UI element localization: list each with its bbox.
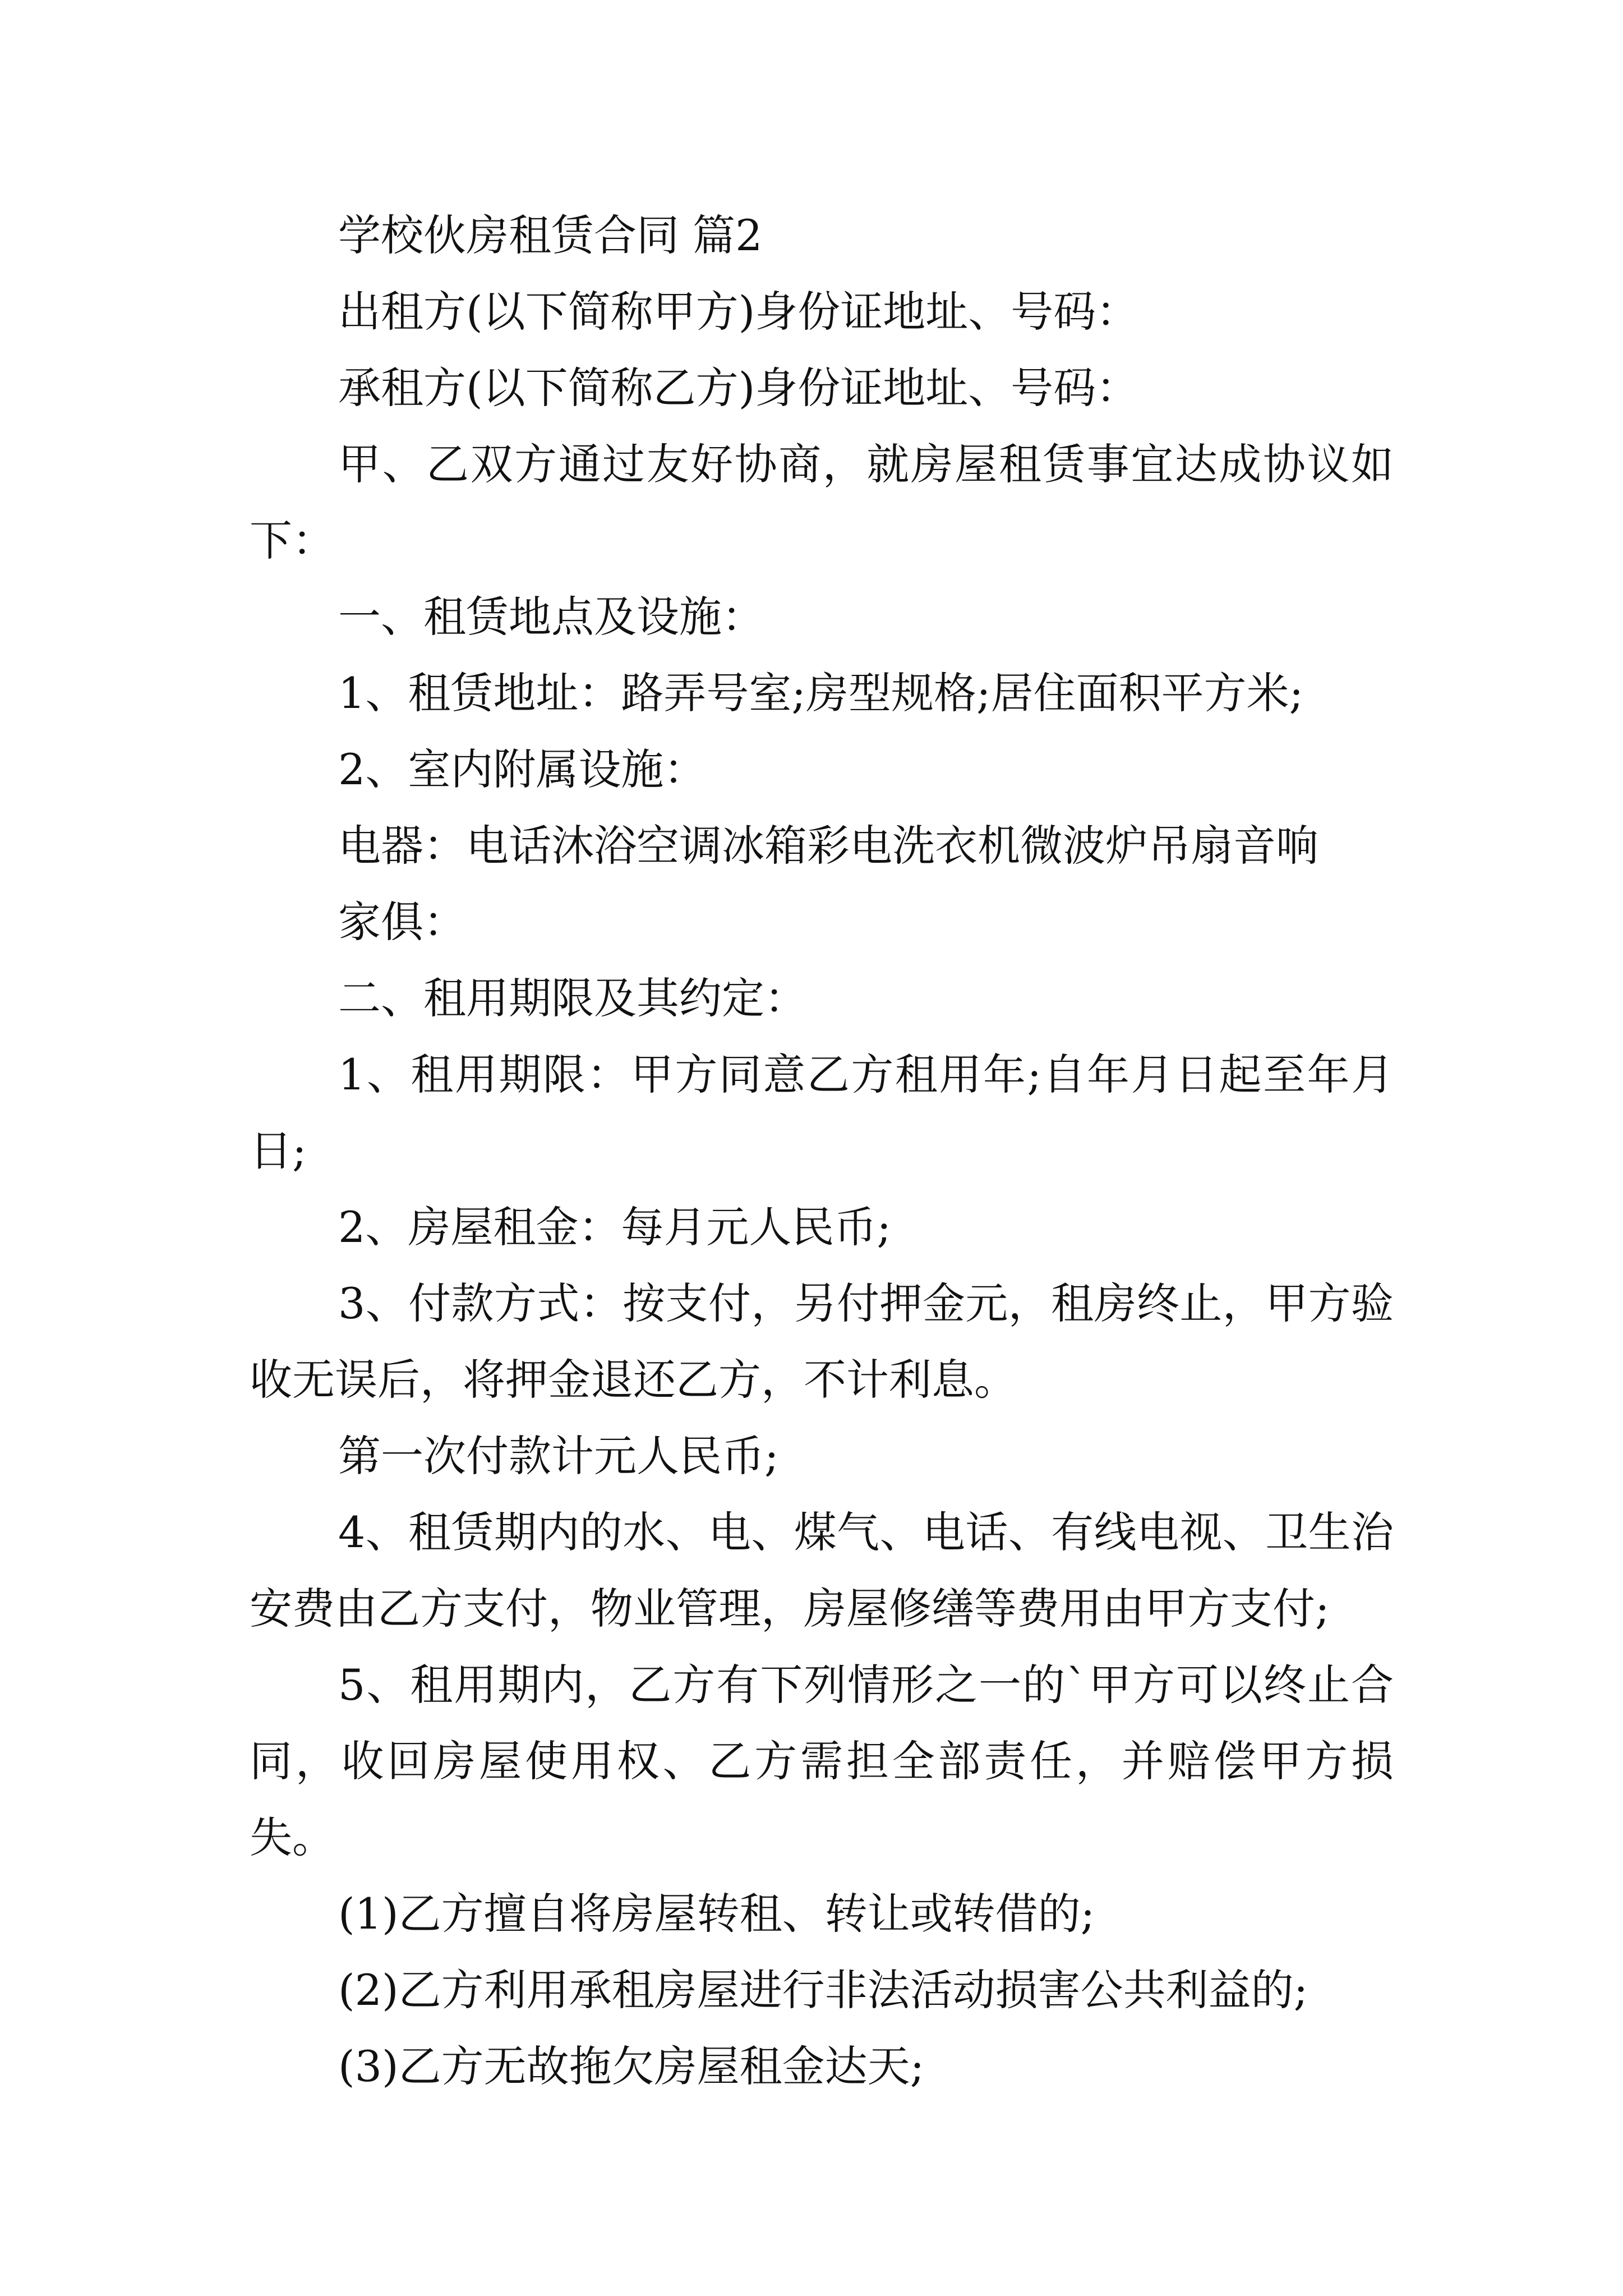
section-heading-term: 二、租用期限及其约定：	[338, 973, 807, 1023]
clause-termination: 5、租用期内，乙方有下列情形之一的`甲方可以终止合同，收回房屋使用权、乙方需担全部责任，并赔偿甲方损失。	[250, 1660, 1394, 1862]
clause-term: 1、租用期限：甲方同意乙方租用年;自年月日起至年月日;	[250, 1050, 1394, 1176]
first-payment-line: 第一次付款计元人民币;	[338, 1431, 779, 1481]
termination-item-3: (3)乙方无故拖欠房屋租金达天;	[338, 2041, 925, 2091]
termination-item-1: (1)乙方擅自将房屋转租、转让或转借的;	[338, 1889, 1095, 1939]
clause-payment: 3、付款方式：按支付，另付押金元，租房终止，甲方验收无误后，将押金退还乙方，不计利息。	[250, 1278, 1394, 1405]
clause-utilities: 4、租赁期内的水、电、煤气、电话、有线电视、卫生治安费由乙方支付，物业管理，房屋修缮等费用由甲方支付;	[250, 1507, 1394, 1634]
contract-body	[250, 197, 1394, 2105]
clause-address: 1、租赁地址：路弄号室;房型规格;居住面积平方米;	[338, 668, 1304, 718]
section-heading-location: 一、租赁地点及设施：	[338, 592, 764, 642]
agreement-intro: 甲、乙双方通过友好协商，就房屋租赁事宜达成协议如下：	[250, 439, 1394, 565]
termination-item-2: (2)乙方利用承租房屋进行非法活动损害公共利益的;	[338, 1965, 1308, 2015]
document-title: 学校伙房租赁合同 篇2	[338, 210, 763, 260]
appliances-line: 电器：电话沐浴空调冰箱彩电洗衣机微波炉吊扇音响	[338, 821, 1318, 871]
lessor-line: 出租方(以下简称甲方)身份证地址、号码：	[338, 287, 1139, 337]
clause-facilities: 2、室内附属设施：	[338, 744, 707, 794]
lessee-line: 承租方(以下简称乙方)身份证地址、号码：	[338, 363, 1139, 413]
furniture-line: 家俱：	[338, 897, 466, 947]
clause-rent: 2、房屋租金：每月元人民币;	[338, 1202, 891, 1252]
